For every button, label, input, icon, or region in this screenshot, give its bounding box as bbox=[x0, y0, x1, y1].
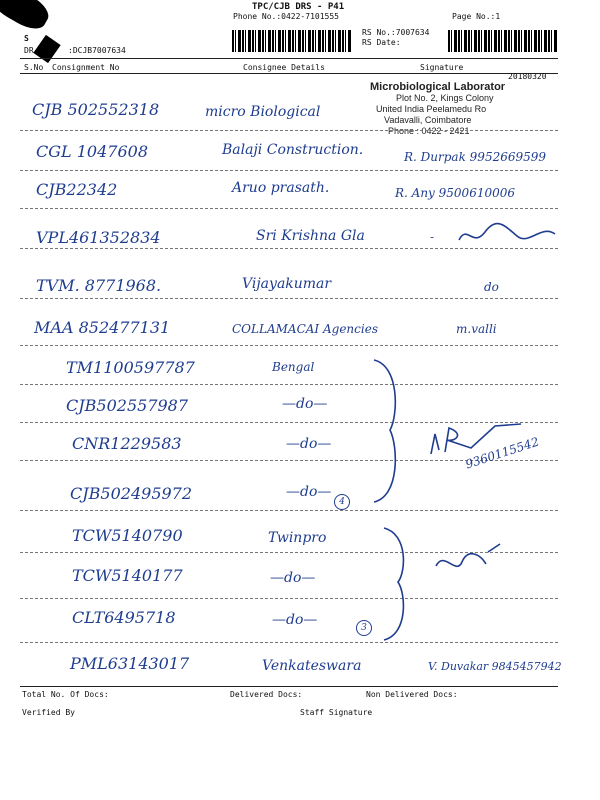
row-3-consignee: Aruo prasath. bbox=[232, 180, 330, 196]
row-10-consignment: CJB502495972 bbox=[70, 484, 193, 503]
rs-date: RS Date: bbox=[362, 38, 401, 47]
group-brace-lower bbox=[378, 524, 418, 644]
col-consignment: Consignment No bbox=[52, 63, 120, 72]
row-14-signature: V. Duvakar 9845457942 bbox=[428, 660, 562, 673]
corner-ink-mark bbox=[0, 0, 53, 35]
row-9-signature: 9360115542 bbox=[463, 434, 541, 472]
non-delivered-docs: Non Delivered Docs: bbox=[366, 690, 458, 699]
row-4-consignee: Sri Krishna Gla bbox=[256, 228, 365, 244]
footer-rule bbox=[20, 686, 558, 687]
row-7-consignee: Bengal bbox=[272, 360, 315, 374]
row-1-consignment: CJB 502552318 bbox=[32, 100, 160, 119]
col-signature: Signature bbox=[420, 63, 464, 72]
row-divider bbox=[20, 384, 558, 385]
row-9-consignment: CNR1229583 bbox=[72, 434, 182, 453]
header-rule-top bbox=[20, 58, 558, 59]
staff-signature: Staff Signature bbox=[300, 708, 373, 717]
delivered-docs: Delivered Docs: bbox=[230, 690, 303, 699]
row-divider bbox=[20, 642, 558, 643]
group-brace-upper bbox=[368, 356, 408, 506]
row-2-consignment: CGL 1047608 bbox=[36, 142, 148, 161]
col-sno: S.No bbox=[24, 63, 44, 72]
barcode-left bbox=[232, 30, 352, 52]
row-8-consignee: —do— bbox=[282, 396, 328, 412]
row-4-consignment: VPL461352834 bbox=[36, 228, 161, 247]
row-12-signature-scrawl bbox=[430, 540, 510, 580]
verified-by: Verified By bbox=[22, 708, 75, 717]
row-9-consignee: —do— bbox=[286, 436, 332, 452]
phone-number: Phone No.:0422-7101555 bbox=[233, 12, 339, 21]
rs-number: RS No.:7007634 bbox=[362, 28, 430, 37]
drs-number: :DCJB7007634 bbox=[68, 46, 126, 55]
row-divider bbox=[20, 298, 558, 299]
row-5-consignee: Vijayakumar bbox=[242, 276, 332, 292]
row-10-count-circle: 4 bbox=[334, 494, 350, 510]
row-11-consignment: TCW5140790 bbox=[72, 526, 183, 545]
lab-stamp bbox=[370, 82, 560, 137]
row-2-signature: R. Durpak 9952669599 bbox=[404, 150, 547, 164]
row-6-signature: m.valli bbox=[456, 322, 497, 336]
stamp-line-5: Phone : 0422 - 2421 bbox=[388, 126, 470, 136]
row-divider bbox=[20, 345, 558, 346]
header-rule-bottom bbox=[20, 73, 558, 74]
left-code: S bbox=[24, 34, 29, 43]
row-6-consignment: MAA 852477131 bbox=[34, 318, 171, 337]
barcode-right bbox=[448, 30, 558, 52]
stamp-line-3: United India Peelamedu Ro bbox=[376, 104, 487, 114]
row-11-consignee: Twinpro bbox=[268, 530, 327, 546]
page-number: Page No.:1 bbox=[452, 12, 501, 21]
stamp-line-2: Plot No. 2, Kings Colony bbox=[396, 93, 494, 103]
row-4-signature: - bbox=[430, 230, 435, 244]
row-12-consignee: —do— bbox=[270, 570, 316, 586]
row-13-count-circle: 3 bbox=[356, 620, 372, 636]
report-title: TPC/CJB DRS - P41 bbox=[252, 2, 345, 12]
row-1-consignee: micro Biological bbox=[205, 104, 321, 120]
row-13-consignee: —do— bbox=[272, 612, 318, 628]
row-8-consignment: CJB502557987 bbox=[66, 396, 189, 415]
row-4-signature-scrawl bbox=[455, 222, 565, 248]
row-3-consignment: CJB22342 bbox=[36, 180, 118, 199]
row-9-signature-scrawl bbox=[425, 420, 555, 464]
date-stamp: 20180320 bbox=[508, 72, 547, 81]
row-5-signature: do bbox=[484, 280, 499, 294]
row-divider bbox=[20, 130, 558, 131]
total-docs: Total No. Of Docs: bbox=[22, 690, 109, 699]
row-5-consignment: TVM. 8771968. bbox=[36, 276, 162, 295]
row-divider bbox=[20, 510, 558, 511]
drs-label: DR bbox=[24, 46, 34, 55]
stamp-line-1: Microbiological Laborator bbox=[370, 81, 506, 93]
row-2-consignee: Balaji Construction. bbox=[222, 142, 364, 158]
row-12-consignment: TCW5140177 bbox=[72, 566, 183, 585]
row-14-consignment: PML63143017 bbox=[70, 654, 190, 673]
row-divider bbox=[20, 208, 558, 209]
row-3-signature: R. Any 9500610006 bbox=[395, 186, 515, 200]
row-6-consignee: COLLAMACAI Agencies bbox=[232, 322, 378, 336]
row-13-consignment: CLT6495718 bbox=[72, 608, 176, 627]
col-consignee: Consignee Details bbox=[243, 63, 325, 72]
row-divider bbox=[20, 248, 558, 249]
stamp-line-4: Vadavalli, Coimbatore bbox=[384, 115, 472, 125]
row-divider bbox=[20, 598, 558, 599]
row-14-consignee: Venkateswara bbox=[262, 658, 362, 674]
row-10-consignee: —do— bbox=[286, 484, 332, 500]
row-7-consignment: TM1100597787 bbox=[66, 358, 195, 377]
row-divider bbox=[20, 170, 558, 171]
